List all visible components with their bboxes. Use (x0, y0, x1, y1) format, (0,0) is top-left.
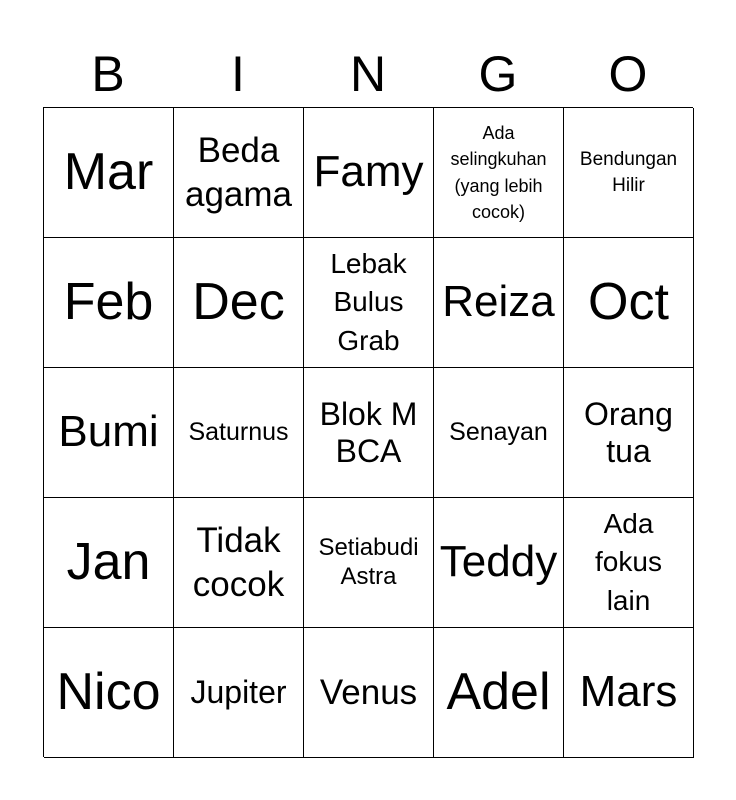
bingo-cell[interactable] (304, 108, 434, 238)
bingo-cell[interactable] (304, 498, 434, 628)
cell-text: Jan (66, 532, 151, 591)
bingo-cell[interactable] (434, 628, 564, 758)
bingo-cell[interactable] (174, 498, 304, 628)
cell-text: Reiza (442, 277, 555, 327)
bingo-cell[interactable] (434, 238, 564, 368)
cell-text: Jupiter (190, 674, 287, 711)
bingo-cell[interactable] (44, 368, 174, 498)
bingo-cell[interactable] (434, 498, 564, 628)
bingo-cell[interactable] (174, 628, 304, 758)
bingo-cell[interactable] (304, 368, 434, 498)
bingo-cell[interactable] (564, 498, 694, 628)
cell-text: Tidak cocok (192, 520, 285, 604)
header-letter-i: I (231, 46, 245, 102)
cell-text: Senayan (449, 418, 548, 447)
cell-text: Saturnus (188, 418, 289, 447)
bingo-cell[interactable] (564, 238, 694, 368)
bingo-cell[interactable] (564, 628, 694, 758)
bingo-cell[interactable] (174, 238, 304, 368)
header-letter-g: G (478, 46, 518, 102)
bingo-cell[interactable] (564, 108, 694, 238)
bingo-cell[interactable] (434, 368, 564, 498)
cell-text: Nico (56, 662, 161, 721)
cell-text: Venus (319, 672, 418, 712)
bingo-cell[interactable] (44, 498, 174, 628)
cell-text: Setiabudi Astra (318, 533, 419, 590)
cell-text: Bendungan Hilir (579, 148, 678, 196)
cell-text: Orang tua (584, 395, 673, 469)
header-letter-o: O (608, 46, 648, 102)
cell-text: Blok M BCA (319, 395, 418, 469)
bingo-cell[interactable] (304, 238, 434, 368)
cell-text: Bumi (58, 407, 159, 457)
bingo-header (43, 42, 693, 106)
cell-text: Ada selingkuhan (yang lebih cocok) (450, 123, 547, 222)
bingo-cell[interactable] (44, 238, 174, 368)
cell-text: Mar (63, 142, 154, 201)
cell-text: Beda agama (184, 130, 293, 214)
bingo-cell[interactable] (44, 108, 174, 238)
bingo-cell[interactable] (174, 108, 304, 238)
bingo-cell[interactable] (564, 368, 694, 498)
cell-text: Ada fokus lain (595, 507, 662, 616)
bingo-cell[interactable] (174, 368, 304, 498)
bingo-cell[interactable] (304, 628, 434, 758)
cell-text: Teddy (439, 537, 558, 587)
cell-text: Mars (579, 667, 678, 717)
cell-text: Feb (63, 272, 154, 331)
cell-text: Famy (313, 147, 424, 197)
bingo-cell[interactable] (434, 108, 564, 238)
bingo-board (43, 107, 693, 757)
cell-text: Dec (192, 272, 285, 331)
header-letter-b: B (91, 46, 125, 102)
cell-text: Lebak Bulus Grab (330, 247, 407, 356)
cell-text: Oct (588, 272, 669, 331)
header-letter-n: N (349, 46, 387, 102)
cell-text: Adel (446, 662, 551, 721)
bingo-cell[interactable] (44, 628, 174, 758)
